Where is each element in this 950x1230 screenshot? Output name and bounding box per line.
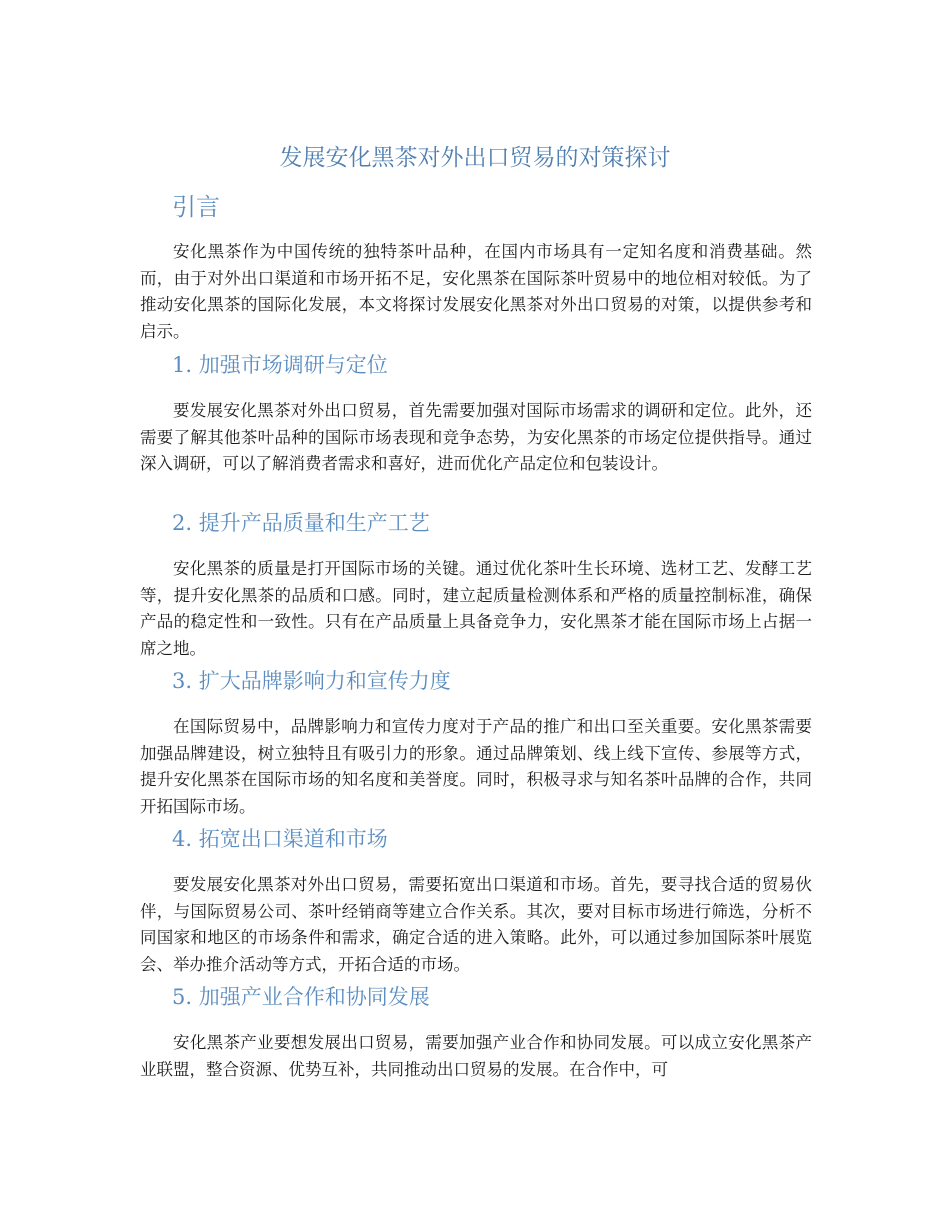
section-2-heading: 2. 提升产品质量和生产工艺 (172, 511, 430, 535)
section-1-heading: 1. 加强市场调研与定位 (172, 353, 388, 377)
document-title: 发展安化黑茶对外出口贸易的对策探讨 (279, 145, 671, 171)
section-3-heading: 3. 扩大品牌影响力和宣传力度 (172, 669, 451, 693)
section-1-paragraph: 要发展安化黑茶对外出口贸易，首先需要加强对国际市场需求的调研和定位。此外，还需要了解其他茶叶品种的国际市场表现和竞争态势，为安化黑茶的市场定位提供指导。通过深入调研，可以了解消费者需求和喜好，进而优化产品定位和包装设计。 (140, 401, 812, 473)
section-4-paragraph: 要发展安化黑茶对外出口贸易，需要拓宽出口渠道和市场。首先，要寻找合适的贸易伙伴，与国际贸易公司、茶叶经销商等建立合作关系。其次，要对目标市场进行筛选，分析不同国家和地区的市场条件和需求，确定合适的进入策略。此外，可以通过参加国际茶叶展览会、举办推介活动等方式，开拓合适的市场。 (140, 875, 812, 974)
section-4-heading: 4. 拓宽出口渠道和市场 (172, 827, 388, 851)
section-3-paragraph: 在国际贸易中，品牌影响力和宣传力度对于产品的推广和出口至关重要。安化黑茶需要加强品牌建设，树立独特且有吸引力的形象。通过品牌策划、线上线下宣传、参展等方式，提升安化黑茶在国际市场的知名度和美誉度。同时，积极寻求与知名茶叶品牌的合作，共同开拓国际市场。 (140, 717, 812, 816)
section-5-paragraph: 安化黑茶产业要想发展出口贸易，需要加强产业合作和协同发展。可以成立安化黑茶产业联盟，整合资源、优势互补，共同推动出口贸易的发展。在合作中，可 (140, 1033, 812, 1079)
section-2-paragraph: 安化黑茶的质量是打开国际市场的关键。通过优化茶叶生长环境、选材工艺、发酵工艺等，提升安化黑茶的品质和口感。同时，建立起质量检测体系和严格的质量控制标准，确保产品的稳定性和一致性。只有在产品质量上具备竞争力，安化黑茶才能在国际市场上占据一席之地。 (140, 559, 812, 658)
section-5-heading: 5. 加强产业合作和协同发展 (172, 985, 430, 1009)
intro-paragraph: 安化黑茶作为中国传统的独特茶叶品种，在国内市场具有一定知名度和消费基础。然而，由于对外出口渠道和市场开拓不足，安化黑茶在国际茶叶贸易中的地位相对较低。为了推动安化黑茶的国际化发展，本文将探讨发展安化黑茶对外出口贸易的对策，以提供参考和启示。 (140, 242, 812, 341)
intro-heading: 引言 (172, 193, 220, 221)
